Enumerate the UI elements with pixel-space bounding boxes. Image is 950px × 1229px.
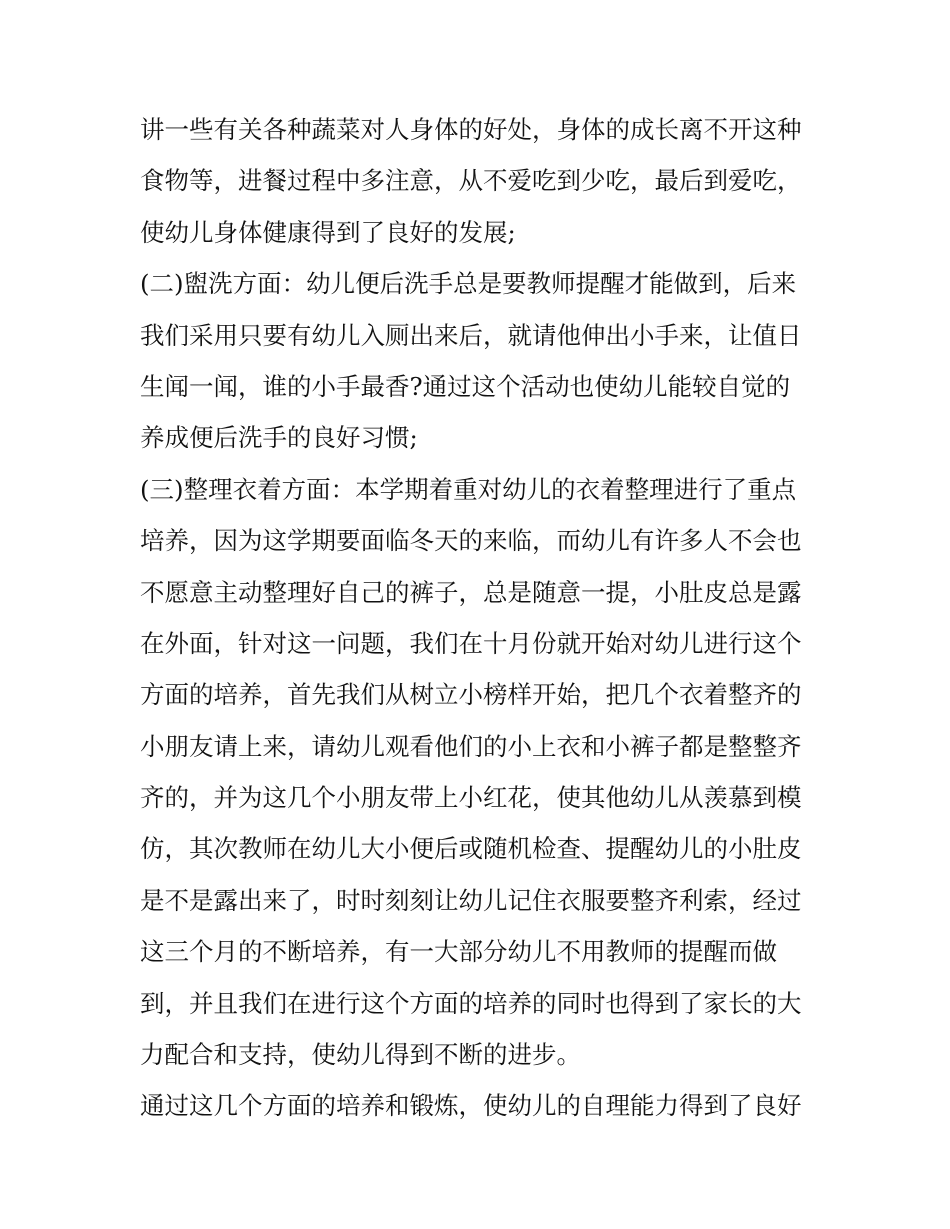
text-line: 仿，其次教师在幼儿大小便后或随机检查、提醒幼儿的小肚皮	[140, 834, 802, 864]
text-line: 到，并且我们在进行这个方面的培养的同时也得到了家长的大	[140, 988, 802, 1018]
text-line: 小朋友请上来，请幼儿观看他们的小上衣和小裤子都是整整齐	[140, 731, 802, 761]
text-line: 食物等，进餐过程中多注意，从不爱吃到少吃，最后到爱吃，	[140, 166, 802, 196]
text-line: 方面的培养，首先我们从树立小榜样开始，把几个衣着整齐的	[140, 680, 802, 710]
text-line: 通过这几个方面的培养和锻炼，使幼儿的自理能力得到了良好	[140, 1091, 802, 1121]
text-line: 生闻一闻，谁的小手最香?通过这个活动也使幼儿能较自觉的	[140, 371, 791, 401]
text-line: 我们采用只要有幼儿入厕出来后，就请他伸出小手来，让值日	[140, 320, 802, 350]
text-line: 齐的，并为这几个小朋友带上小红花，使其他幼儿从羡慕到模	[140, 783, 802, 813]
body-text	[140, 104, 820, 1132]
text-line: (三)整理衣着方面：本学期着重对幼儿的衣着整理进行了重点	[140, 474, 797, 504]
text-line: 使幼儿身体健康得到了良好的发展;	[140, 217, 516, 247]
text-line: 在外面，针对这一问题，我们在十月份就开始对幼儿进行这个	[140, 628, 802, 658]
text-line: 不愿意主动整理好自己的裤子，总是随意一提，小肚皮总是露	[140, 577, 802, 607]
text-line: 是不是露出来了，时时刻刻让幼儿记住衣服要整齐利索，经过	[140, 885, 802, 915]
text-line: (二)盥洗方面：幼儿便后洗手总是要教师提醒才能做到，后来	[140, 269, 797, 299]
text-line: 养成便后洗手的良好习惯;	[140, 423, 418, 453]
text-line: 培养，因为这学期要面临冬天的来临，而幼儿有许多人不会也	[140, 526, 802, 556]
text-line: 力配合和支持，使幼儿得到不断的进步。	[140, 1040, 581, 1070]
text-line: 讲一些有关各种蔬菜对人身体的好处，身体的成长离不开这种	[140, 115, 802, 144]
text-line: 这三个月的不断培养，有一大部分幼儿不用教师的提醒而做	[140, 937, 777, 967]
